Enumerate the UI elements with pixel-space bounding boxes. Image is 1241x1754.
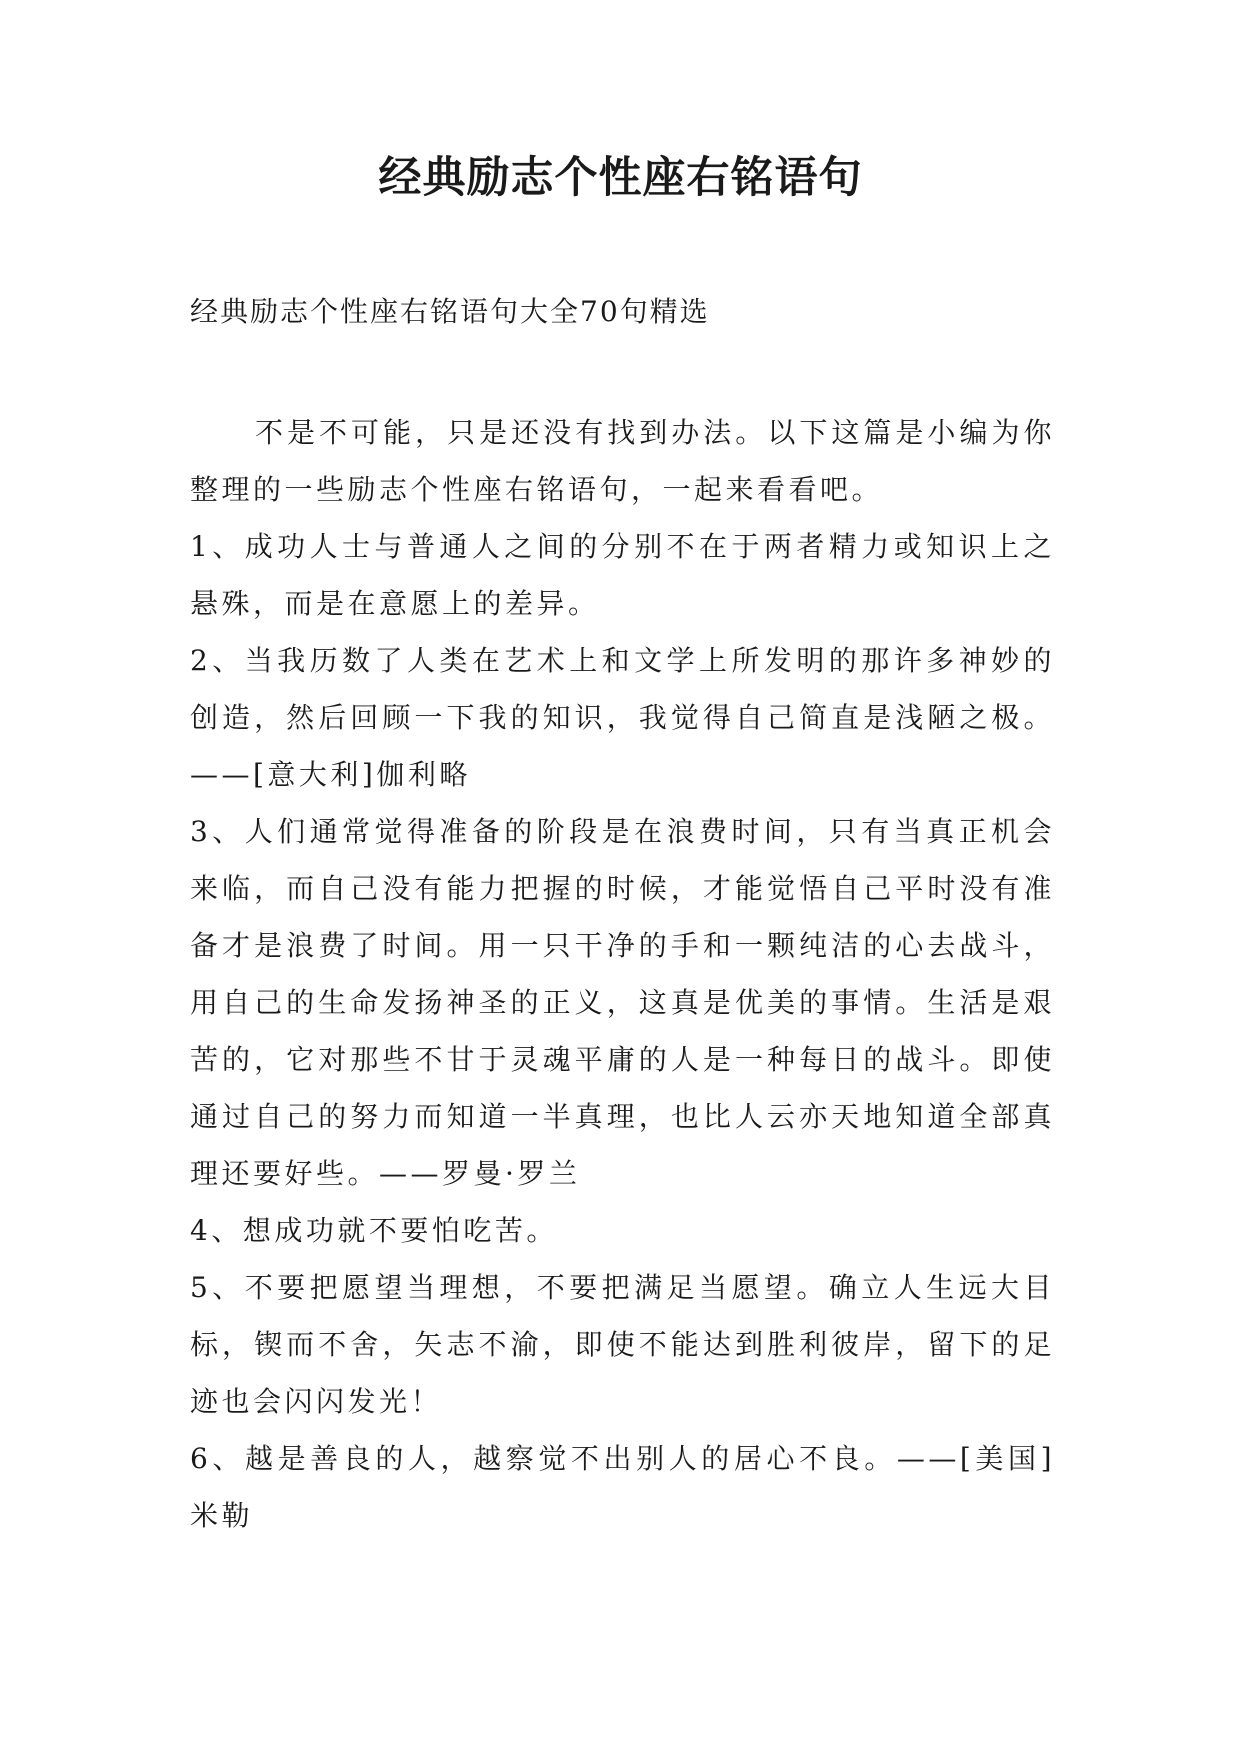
quote-item-1: 1、成功人士与普通人之间的分别不在于两者精力或知识上之悬殊，而是在意愿上的差异。 xyxy=(190,530,1055,620)
document-title: 经典励志个性座右铭语句 xyxy=(378,153,863,203)
document-subtitle: 经典励志个性座右铭语句大全70句精选 xyxy=(190,295,710,328)
quote-item-5: 5、不要把愿望当理想，不要把满足当愿望。确立人生远大目标，锲而不舍，矢志不渝，即使不能达到胜利彼岸，留下的足迹也会闪闪发光！ xyxy=(190,1271,1055,1418)
document-body xyxy=(190,404,1055,1544)
quote-item-3: 3、人们通常觉得准备的阶段是在浪费时间，只有当真正机会来临，而自己没有能力把握的时候，才能觉悟自己平时没有准备才是浪费了时间。用一只干净的手和一颗纯洁的心去战斗，用自己的生命发扬神圣的正义，这真是优美的事情。生活是艰苦的，它对那些不甘于灵魂平庸的人是一种每日的战斗。即使通过自己的努力而知道一半真理，也比人云亦天地知道全部真理还要好些。——罗曼·罗兰 xyxy=(190,815,1055,1190)
quote-item-4: 4、想成功就不要怕吃苦。 xyxy=(190,1214,558,1247)
quote-item-2: 2、当我历数了人类在艺术上和文学上所发明的那许多神妙的创造，然后回顾一下我的知识，我觉得自己简直是浅陋之极。——[意大利]伽利略 xyxy=(190,644,1055,791)
quote-item-6: 6、越是善良的人，越察觉不出别人的居心不良。——[美国]米勒 xyxy=(190,1442,1055,1532)
intro-paragraph: 不是不可能，只是还没有找到办法。以下这篇是小编为你整理的一些励志个性座右铭语句，一起来看看吧。 xyxy=(190,416,1055,506)
